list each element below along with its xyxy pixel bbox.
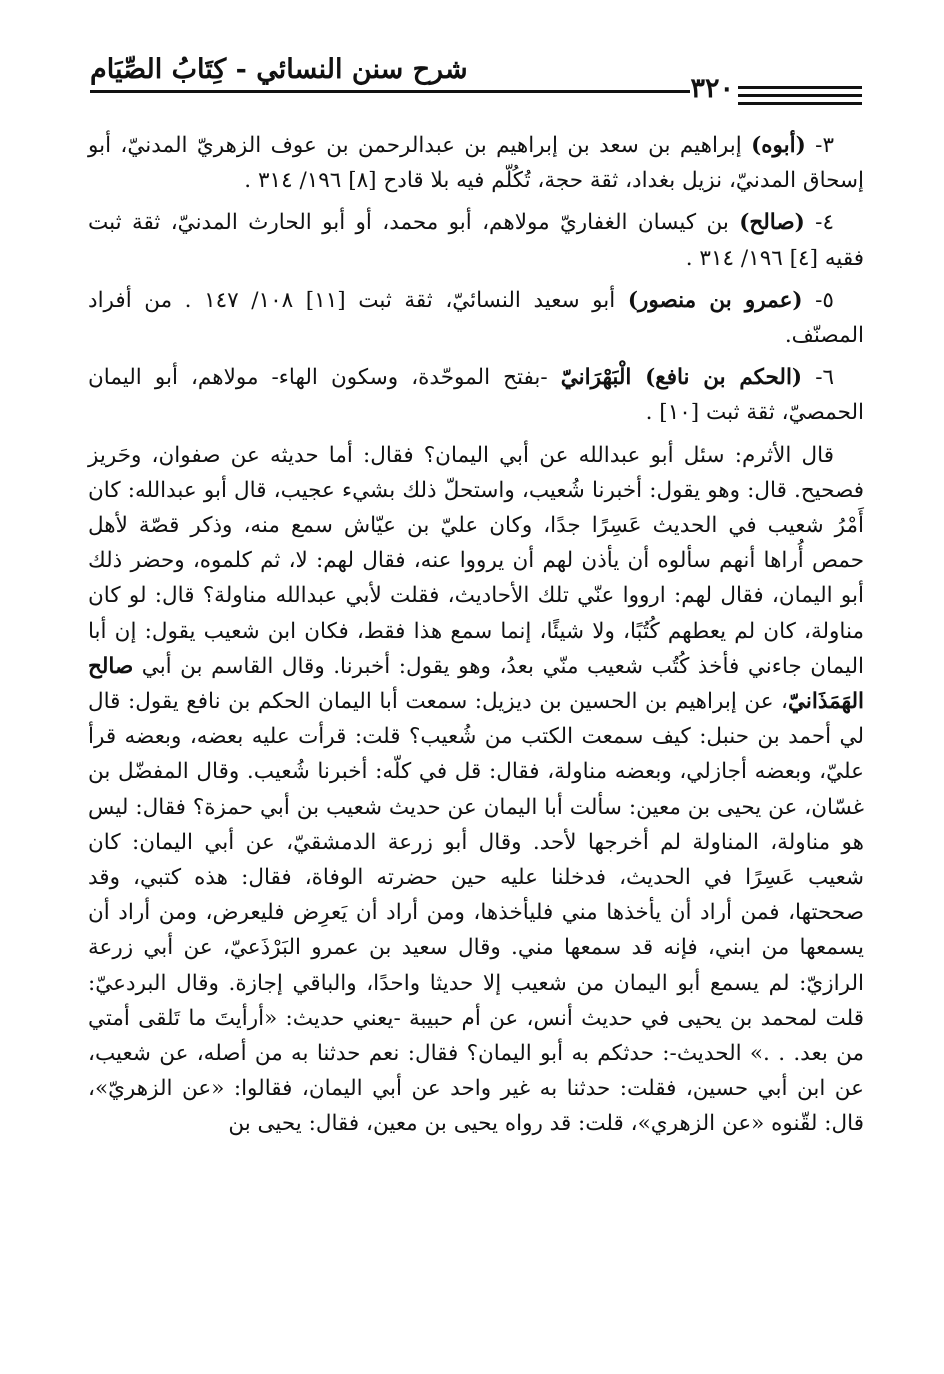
narrator-name: (أبوه) <box>751 133 806 158</box>
entry-text: -بفتح الموحّدة، وسكون الهاء- مولاهم، أبو اليمان الحمصيّ، ثقة ثبت [١٠] . <box>88 365 864 426</box>
bold-name: صالح الهَمَذَانيّ <box>88 653 864 715</box>
main-text <box>88 128 864 1142</box>
page-number: ٣٢٠ <box>690 73 734 104</box>
narrator-entry <box>88 128 864 198</box>
narrator-entry <box>88 205 864 275</box>
page-number-rule <box>738 94 862 97</box>
entry-number: ٣- <box>815 133 834 158</box>
running-title: شرح سنن النسائي - كِتَابُ الصِّيَام <box>90 54 468 85</box>
narrator-name: (عمرو بن منصور) <box>627 287 803 313</box>
entry-text: بن كيسان الغفاريّ مولاهم، أبو محمد، أو أبو الحارث المدنيّ، ثقة ثبت فقيه [٤] ١٩٦/ ٣١٤ . <box>88 210 864 271</box>
entry-number: ٦- <box>815 365 835 391</box>
entry-text: إبراهيم بن سعد بن إبراهيم بن عبدالرحمن بن عوف الزهريّ المدنيّ، أبو إسحاق المدنيّ، نزيل بغداد، ثقة حجة، تُكُلّم فيه بلا قادح [٨] ١٩٦/ ٣١٤ . <box>88 133 864 194</box>
entry-number: ٤- <box>815 210 834 236</box>
entry-text: أبو سعيد النسائيّ، ثقة ثبت [١١] ١٠٨/ ١٤٧ . من أفراد المصنّف. <box>88 287 864 349</box>
page-header <box>90 50 862 108</box>
narrator-entry <box>88 360 864 430</box>
body-text-part: قال الأثرم: سئل أبو عبدالله عن أبي اليمان؟ فقال: أما حديثه عن صفوان، وحَريز فصحيح. قال: وهو يقول: أخبرنا شُعيب، واستحلّ ذلك بشيء عجيب، قال أبو عبدالله: كان أَمْرُ شعيب في الحديث عَسِرًا جدًا، وكان عليّ بن عيّاش سمع منه، وذكر قصّة لأهل حمص أُراها أنهم سألوه أن يأذن لهم أن يرووا عنه، فقال لهم: لا، ثم كلموه، وحضر ذلك أبو اليمان، فقال لهم: ارووا عنّي تلك الأحاديث، فقلت لأبي عبدالله مناولة؟ قال: لو كان مناولة، كان لم يعطهم كُتُبًا، ولا شيئًا، إنما سمع هذا فقط، فكان ابن شعيب يقول: إن أبا اليمان جاءني فأخذ كُتُب شعيب منّي بعدُ، وهو يقول: أخبرنا. وقال القاسم بن أبي <box>88 442 864 679</box>
body-text-part: ، عن إبراهيم بن الحسين بن ديزيل: سمعت أبا اليمان الحكم بن نافع يقول: قال لي أحمد بن حنبل: كيف سمعت الكتب من شُعيب؟ قلت: قرأت عليه بعضه، وبعضه قرأ عليّ، وبعضه أجازلي، وبعضه مناولة، فقال: قل في كلّه: أخبرنا شُعيب. وقال المفضّل بن غسّان، عن يحيى بن معين: سألت أبا اليمان عن حديث شعيب بن أبي حمزة؟ فقال: ليس هو مناولة، المناولة لم أخرجها لأحد. وقال أبو زرعة الدمشقيّ، عن أبي اليمان: كان شعيب عَسِرًا في الحديث، فدخلنا عليه حين حضرته الوفاة، فقال: هذه كتبي، وقد صححتها، فمن أراد أن يأخذها مني فليأخذها، ومن أراد أن يَعرِض فليعرض، ومن أراد أن يسمعها من ابني، فإنه قد سمعها مني. وقال سعيد بن عمرو البَرْذَعيّ، عن أبي زرعة الرازيّ: لم يسمع أبو اليمان من شعيب إلا حديثا واحدًا، والباقي إجازة. وقال البردعيّ: قلت لمحمد بن يحيى في حديث أنس، عن أم حبيبة -يعني حديث: «أرأيتَ ما تَلقى أمتي من بعد. . .» الحديث-: حدثكم به أبو اليمان؟ فقال: نعم حدثنا به من أصله، عن شعيب، عن ابن أبي حسين، فقلت: حدثنا به غير واحد عن أبي اليمان، فقالوا: «عن الزهريّ»، قال: لقّنوه «عن الزهري»، قلت: قد رواه يحيى بن معين، فقال: يحيى بن <box>88 689 864 1137</box>
narrator-name: (صالح) <box>739 210 805 236</box>
page-number-rule <box>738 102 862 105</box>
narrator-entry <box>88 283 864 353</box>
narrator-name: (الحكم بن نافع) الْبَهْرَانيّ <box>560 365 803 391</box>
header-rule <box>90 90 690 93</box>
body-paragraph <box>88 438 864 1142</box>
page-number-rule <box>738 86 862 89</box>
entry-number: ٥- <box>815 287 834 313</box>
